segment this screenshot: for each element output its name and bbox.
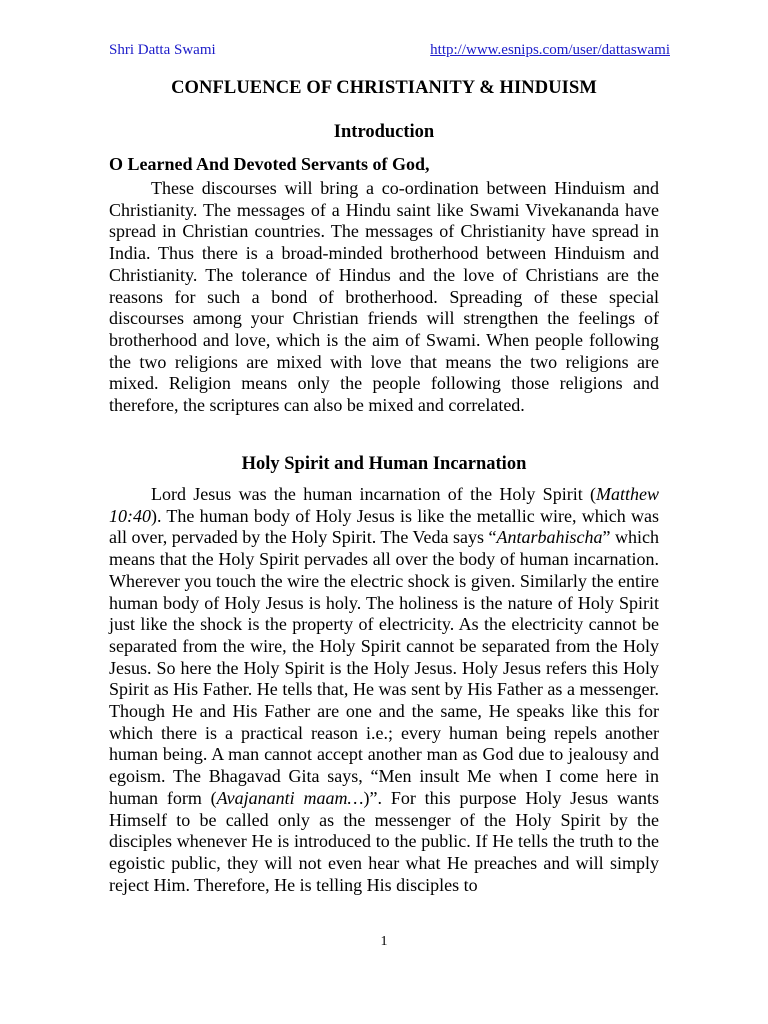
section-text-1: Lord Jesus was the human incarnation of the Holy Spirit ( — [151, 484, 596, 504]
section-citation: Matthew 10:40 — [109, 484, 659, 526]
introduction-heading: Introduction — [333, 122, 435, 142]
introduction-paragraph: These discourses will bring a co-ordination between Hinduism and Christianity. The messages of a Hindu saint like Swami Vivekananda have spread in Christian countries. The messages of Christianity have spread in India. Thus there is a broad-minded brotherhood between Hinduism and Christianity. The tolerance of Hindus and the love of Christians are the reasons for such a bond of brotherhood. Spreading of these special discourses among your Christian friends will strengthen the feelings of brotherhood and love, which is the aim of Swami. When people following the two religions are mixed with love that means the two religions are mixed. Religion means only the people following those religions and therefore, the scriptures can also be mixed and correlated. — [109, 178, 659, 416]
section-paragraph — [109, 484, 659, 896]
page-header — [109, 42, 670, 59]
document-title: CONFLUENCE OF CHRISTIANITY & HINDUISM — [171, 78, 597, 98]
section-text-2: ). The human body of Holy Jesus is like the metallic wire, which was all over, pervaded by the Holy Spirit. The Veda says “ — [109, 505, 659, 548]
section-sanskrit-quote: Avajananti maam… — [216, 787, 364, 808]
section-heading: Holy Spirit and Human Incarnation — [241, 454, 527, 474]
section-text-3: ” which means that the Holy Spirit pervades all over the body of human incarnation. Wherever you touch the wire the electric shock is given. Similarly the entire human body of Holy Jesus is holy. The holiness is the nature of Holy Spirit just like the shock is the property of electricity. As the electricity cannot be separated from the wire, the Holy Spirit cannot be separated from the Holy Jesus. So here the Holy Spirit is the Holy Jesus. Holy Jesus refers this Holy Spirit as His Father. He tells that, He was sent by His Father as a messenger. Though He and His Father are one and the same, He speaks like this for which there is a practical reason i.e.; every human being repels another human being. A man cannot accept another man as God due to jealousy and egoism. The Bhagavad Gita says, “Men insult Me when I come here in human form ( — [109, 527, 660, 808]
section-sanskrit-term: Antarbahischa — [496, 527, 603, 548]
page-number: 1 — [380, 934, 388, 949]
header-url-link[interactable]: http://www.esnips.com/user/dattaswami — [430, 42, 670, 58]
header-author: Shri Datta Swami — [109, 42, 216, 58]
section-text-4: )”. For this purpose Holy Jesus wants Himself to be called only as the messenger of the Holy Spirit by the disciples whenever He is introduced to the public. If He tells the truth to the egoistic public, they will not even hear what He preaches and will simply reject Him. Therefore, He is telling His disciples to — [109, 787, 660, 895]
salutation: O Learned And Devoted Servants of God, — [109, 154, 430, 174]
